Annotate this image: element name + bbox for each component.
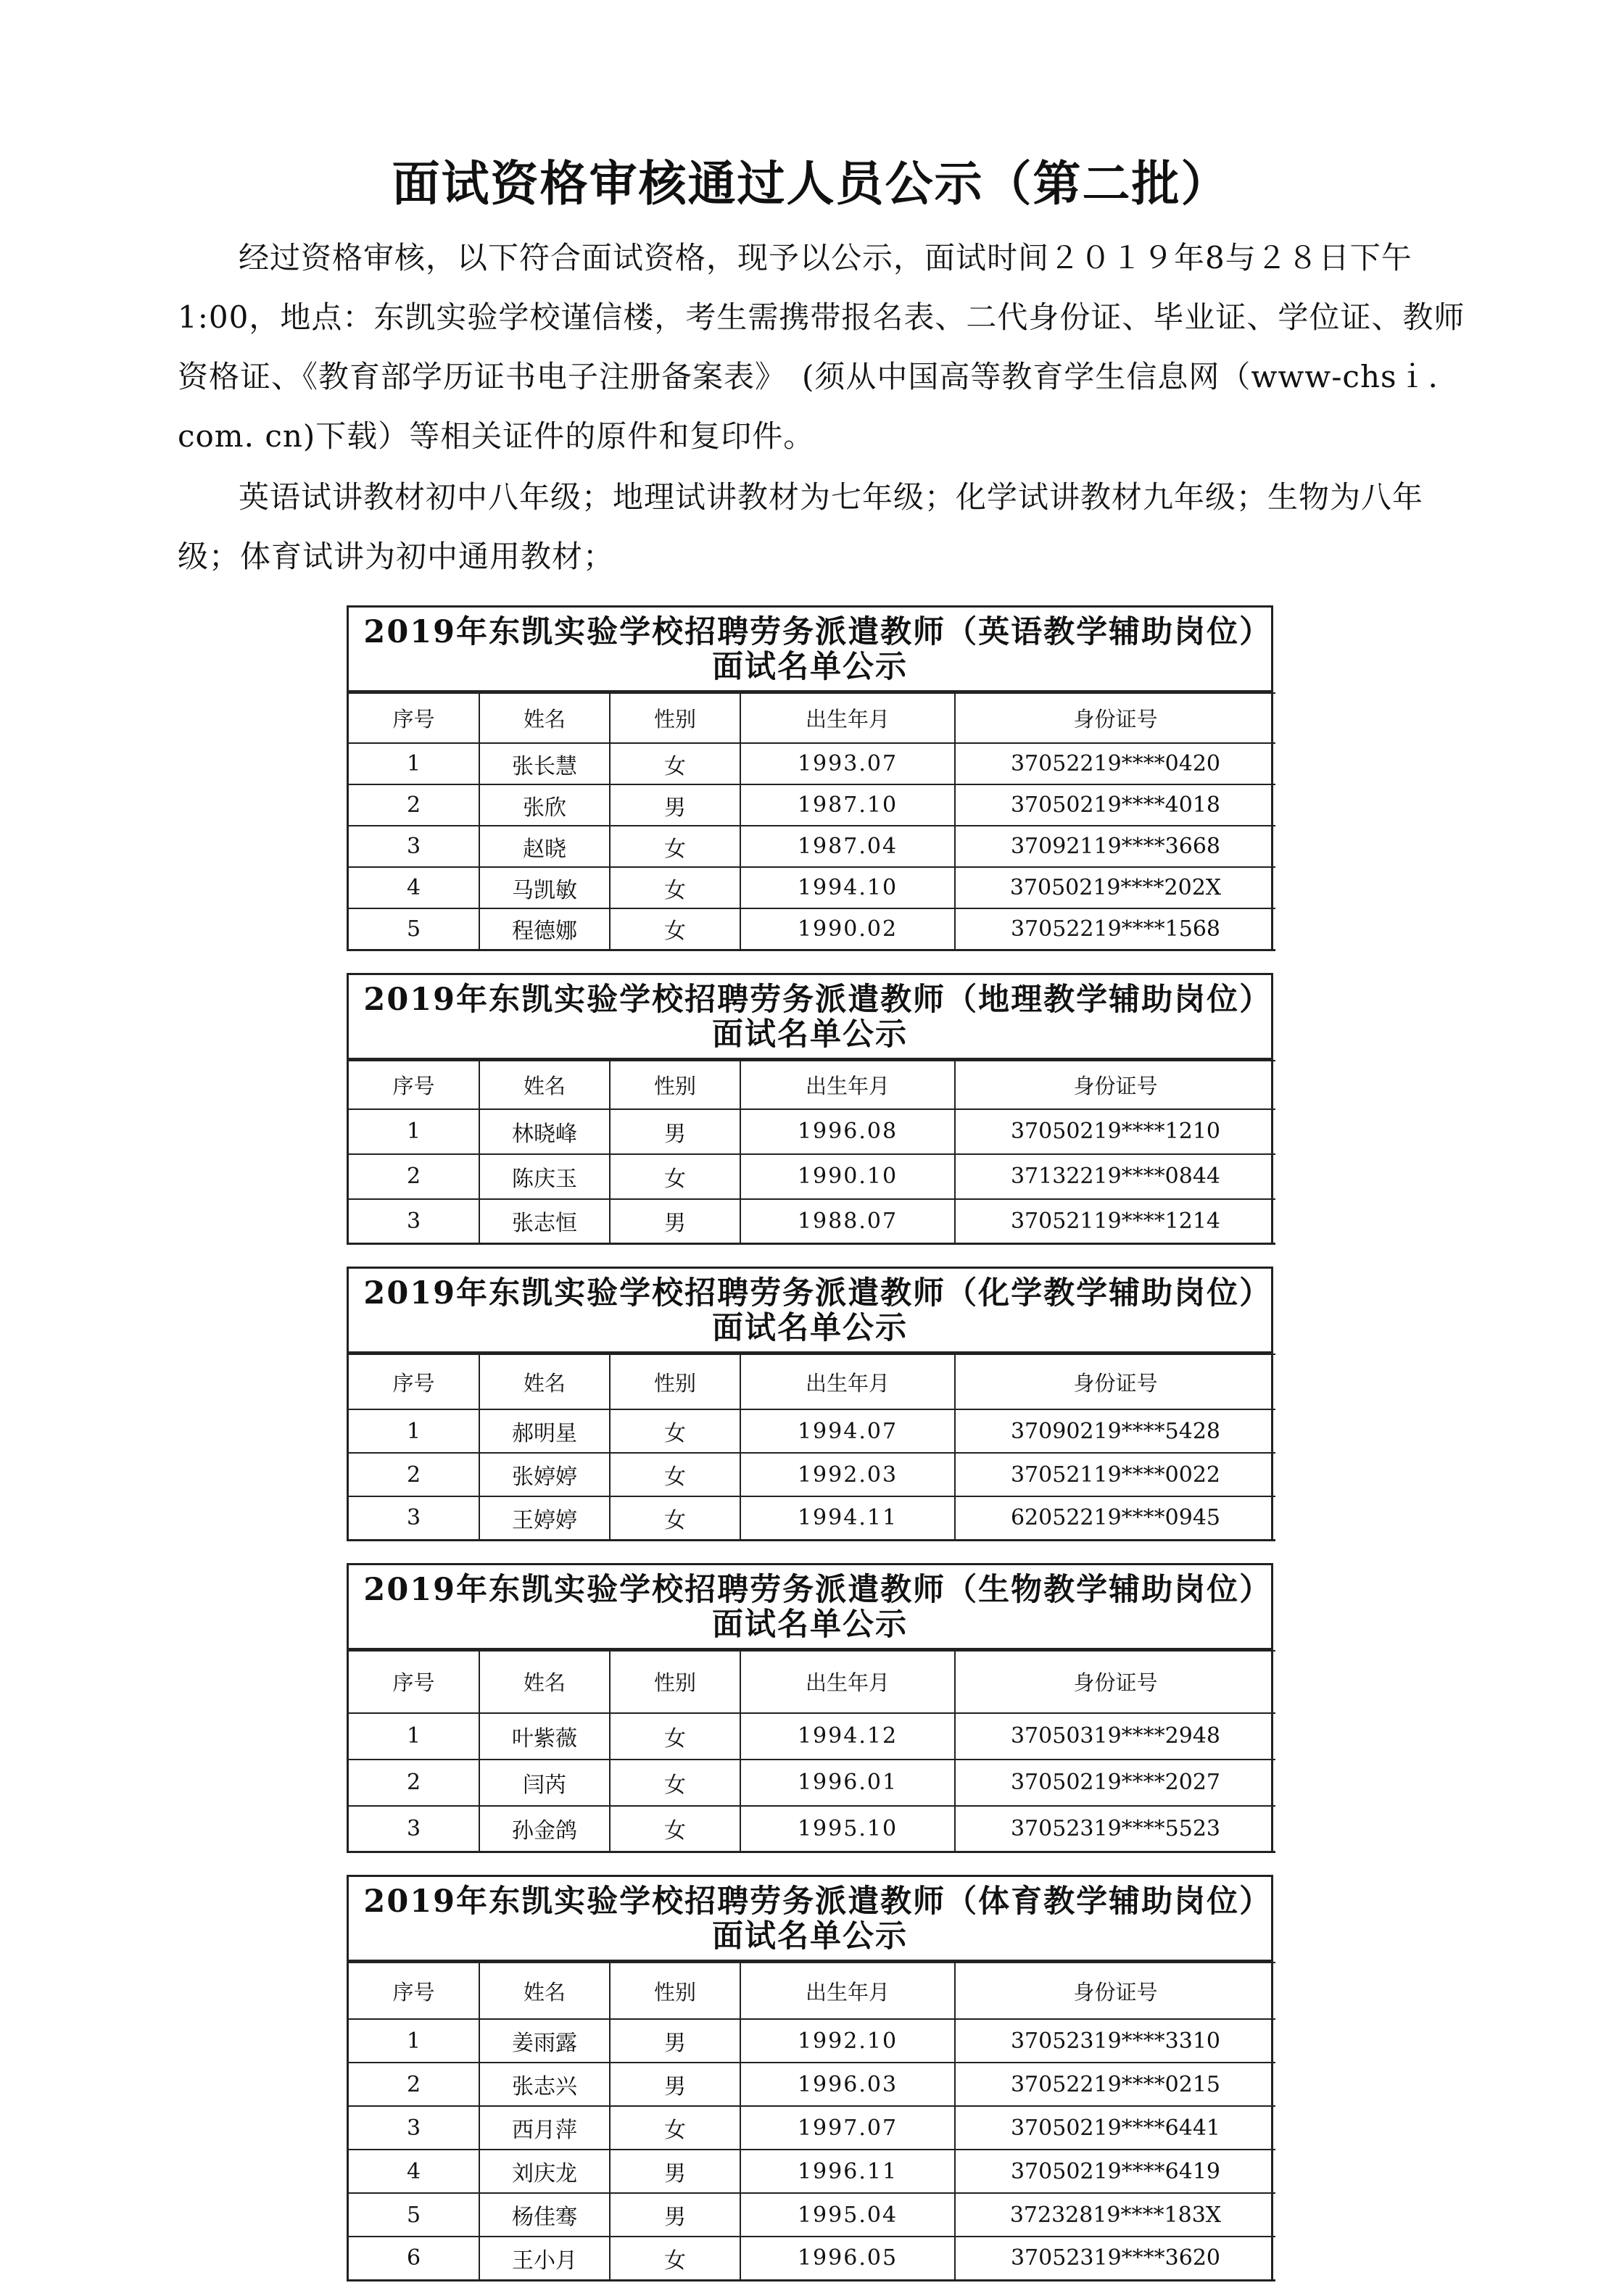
header-birth: 出生年月 (740, 1651, 955, 1713)
table-row (349, 2237, 1275, 2280)
cell-gender: 男 (610, 2150, 740, 2193)
table-row (349, 908, 1275, 950)
header-id: 身份证号 (955, 1963, 1275, 2019)
page-title: 面试资格审核通过人员公示（第二批） (392, 155, 1230, 212)
section-title: 2019年东凯实验学校招聘劳务派遣教师（英语教学辅助岗位）面试名单公示 (349, 608, 1271, 692)
cell-name: 郝明星 (479, 1409, 610, 1453)
cell-id: 37132219****0844 (955, 1154, 1275, 1199)
cell-gender: 女 (610, 867, 740, 908)
cell-birth: 1994.07 (740, 1409, 955, 1453)
cell-index: 3 (349, 1199, 479, 1244)
header-birth: 出生年月 (740, 1354, 955, 1409)
candidate-table (349, 1060, 1275, 1246)
cell-birth: 1996.05 (740, 2237, 955, 2280)
header-gender: 性别 (610, 693, 740, 743)
table-row (349, 867, 1275, 908)
cell-index: 1 (349, 1109, 479, 1154)
table-row (349, 743, 1275, 784)
header-index: 序号 (349, 1354, 479, 1409)
cell-gender: 女 (610, 1453, 740, 1496)
cell-name: 张欣 (479, 784, 610, 826)
cell-id: 37052319****3310 (955, 2019, 1275, 2063)
table-row (349, 1760, 1275, 1806)
cell-gender: 男 (610, 784, 740, 826)
cell-gender: 女 (610, 1713, 740, 1760)
cell-name: 赵晓 (479, 826, 610, 867)
header-row (349, 693, 1275, 743)
cell-gender: 女 (610, 2237, 740, 2280)
table-row (349, 2193, 1275, 2237)
table-row (349, 2150, 1275, 2193)
cell-gender: 女 (610, 1409, 740, 1453)
header-index: 序号 (349, 693, 479, 743)
cell-gender: 男 (610, 2019, 740, 2063)
header-index: 序号 (349, 1061, 479, 1109)
cell-index: 6 (349, 2237, 479, 2280)
candidate-table (349, 692, 1275, 951)
cell-index: 3 (349, 1806, 479, 1852)
table-row (349, 2019, 1275, 2063)
cell-id: 37050219****202X (955, 867, 1275, 908)
cell-gender: 女 (610, 1496, 740, 1540)
cell-birth: 1990.02 (740, 908, 955, 950)
cell-id: 37052319****5523 (955, 1806, 1275, 1852)
header-index: 序号 (349, 1651, 479, 1713)
section-biology (347, 1563, 1273, 1854)
cell-id: 37092119****3668 (955, 826, 1275, 867)
candidate-table (349, 1354, 1275, 1541)
header-id: 身份证号 (955, 693, 1275, 743)
cell-birth: 1996.03 (740, 2063, 955, 2106)
cell-index: 3 (349, 826, 479, 867)
cell-name: 王小月 (479, 2237, 610, 2280)
cell-index: 1 (349, 743, 479, 784)
header-birth: 出生年月 (740, 1061, 955, 1109)
cell-birth: 1994.10 (740, 867, 955, 908)
cell-name: 林晓峰 (479, 1109, 610, 1154)
cell-name: 孙金鸽 (479, 1806, 610, 1852)
cell-index: 4 (349, 2150, 479, 2193)
cell-birth: 1988.07 (740, 1199, 955, 1244)
table-row (349, 1109, 1275, 1154)
cell-birth: 1996.01 (740, 1760, 955, 1806)
candidate-table (349, 1962, 1275, 2282)
table-row (349, 826, 1275, 867)
cell-index: 2 (349, 1760, 479, 1806)
table-row (349, 2063, 1275, 2106)
cell-birth: 1996.11 (740, 2150, 955, 2193)
cell-birth: 1995.04 (740, 2193, 955, 2237)
cell-gender: 女 (610, 1154, 740, 1199)
header-id: 身份证号 (955, 1651, 1275, 1713)
cell-birth: 1994.11 (740, 1496, 955, 1540)
table-row (349, 1806, 1275, 1852)
section-title: 2019年东凯实验学校招聘劳务派遣教师（化学教学辅助岗位）面试名单公示 (349, 1269, 1271, 1354)
cell-name: 刘庆龙 (479, 2150, 610, 2193)
cell-birth: 1996.08 (740, 1109, 955, 1154)
cell-birth: 1987.04 (740, 826, 955, 867)
cell-name: 张志兴 (479, 2063, 610, 2106)
header-name: 姓名 (479, 1651, 610, 1713)
cell-index: 2 (349, 1453, 479, 1496)
cell-name: 叶紫薇 (479, 1713, 610, 1760)
cell-id: 37052119****0022 (955, 1453, 1275, 1496)
cell-index: 5 (349, 2193, 479, 2237)
header-index: 序号 (349, 1963, 479, 2019)
cell-id: 37232819****183X (955, 2193, 1275, 2237)
table-row (349, 1453, 1275, 1496)
section-geography (347, 973, 1273, 1246)
cell-id: 37052219****0215 (955, 2063, 1275, 2106)
cell-gender: 男 (610, 1109, 740, 1154)
table-row (349, 1496, 1275, 1540)
header-row (349, 1354, 1275, 1409)
header-gender: 性别 (610, 1651, 740, 1713)
cell-id: 37052219****1568 (955, 908, 1275, 950)
cell-name: 马凯敏 (479, 867, 610, 908)
cell-id: 37050219****1210 (955, 1109, 1275, 1154)
cell-index: 2 (349, 784, 479, 826)
cell-index: 3 (349, 1496, 479, 1540)
cell-birth: 1987.10 (740, 784, 955, 826)
header-gender: 性别 (610, 1061, 740, 1109)
header-name: 姓名 (479, 1963, 610, 2019)
header-row (349, 1061, 1275, 1109)
cell-id: 37050219****6441 (955, 2106, 1275, 2150)
header-birth: 出生年月 (740, 693, 955, 743)
cell-birth: 1995.10 (740, 1806, 955, 1852)
cell-name: 张志恒 (479, 1199, 610, 1244)
cell-index: 1 (349, 1409, 479, 1453)
cell-name: 杨佳骞 (479, 2193, 610, 2237)
cell-index: 4 (349, 867, 479, 908)
table-row (349, 1409, 1275, 1453)
cell-gender: 女 (610, 908, 740, 950)
cell-index: 1 (349, 1713, 479, 1760)
cell-index: 1 (349, 2019, 479, 2063)
table-row (349, 1199, 1275, 1244)
cell-birth: 1992.10 (740, 2019, 955, 2063)
header-name: 姓名 (479, 1354, 610, 1409)
cell-id: 37052219****0420 (955, 743, 1275, 784)
table-row (349, 1154, 1275, 1199)
cell-name: 陈庆玉 (479, 1154, 610, 1199)
cell-id: 62052219****0945 (955, 1496, 1275, 1540)
candidate-table (349, 1650, 1275, 1854)
section-pe (347, 1875, 1273, 2282)
header-row (349, 1963, 1275, 2019)
cell-name: 张长慧 (479, 743, 610, 784)
cell-id: 37052319****3620 (955, 2237, 1275, 2280)
section-chemistry (347, 1267, 1273, 1541)
header-gender: 性别 (610, 1354, 740, 1409)
cell-birth: 1994.12 (740, 1713, 955, 1760)
section-title: 2019年东凯实验学校招聘劳务派遣教师（体育教学辅助岗位）面试名单公示 (349, 1877, 1271, 1962)
table-row (349, 2106, 1275, 2150)
cell-gender: 女 (610, 743, 740, 784)
cell-name: 张婷婷 (479, 1453, 610, 1496)
cell-gender: 女 (610, 1806, 740, 1852)
cell-id: 37090219****5428 (955, 1409, 1275, 1453)
cell-id: 37050219****4018 (955, 784, 1275, 826)
tables-container (347, 605, 1273, 2282)
header-id: 身份证号 (955, 1354, 1275, 1409)
section-english (347, 605, 1273, 951)
cell-id: 37050219****2027 (955, 1760, 1275, 1806)
cell-name: 闫芮 (479, 1760, 610, 1806)
cell-name: 姜雨露 (479, 2019, 610, 2063)
section-title: 2019年东凯实验学校招聘劳务派遣教师（生物教学辅助岗位）面试名单公示 (349, 1565, 1271, 1650)
materials-paragraph: 英语试讲教材初中八年级；地理试讲教材为七年级；化学试讲教材九年级；生物为八年级；体育试讲为初中通用教材； (178, 479, 1424, 574)
cell-name: 王婷婷 (479, 1496, 610, 1540)
cell-birth: 1992.03 (740, 1453, 955, 1496)
cell-id: 37050319****2948 (955, 1713, 1275, 1760)
cell-birth: 1993.07 (740, 743, 955, 784)
cell-birth: 1990.10 (740, 1154, 955, 1199)
header-name: 姓名 (479, 1061, 610, 1109)
header-row (349, 1651, 1275, 1713)
cell-index: 3 (349, 2106, 479, 2150)
table-row (349, 1713, 1275, 1760)
section-title: 2019年东凯实验学校招聘劳务派遣教师（地理教学辅助岗位）面试名单公示 (349, 975, 1271, 1060)
cell-id: 37050219****6419 (955, 2150, 1275, 2193)
header-id: 身份证号 (955, 1061, 1275, 1109)
cell-gender: 男 (610, 1199, 740, 1244)
header-birth: 出生年月 (740, 1963, 955, 2019)
cell-index: 2 (349, 2063, 479, 2106)
cell-gender: 女 (610, 1760, 740, 1806)
cell-index: 5 (349, 908, 479, 950)
table-row (349, 784, 1275, 826)
cell-index: 2 (349, 1154, 479, 1199)
header-gender: 性别 (610, 1963, 740, 2019)
cell-name: 西月萍 (479, 2106, 610, 2150)
header-name: 姓名 (479, 693, 610, 743)
cell-birth: 1997.07 (740, 2106, 955, 2150)
cell-id: 37052119****1214 (955, 1199, 1275, 1244)
cell-gender: 男 (610, 2193, 740, 2237)
cell-gender: 女 (610, 826, 740, 867)
cell-name: 程德娜 (479, 908, 610, 950)
cell-gender: 女 (610, 2106, 740, 2150)
intro-paragraph: 经过资格审核，以下符合面试资格，现予以公示，面试时间２０１９年8与２８日下午1:00，地点：东凯实验学校谨信楼，考生需携带报名表、二代身份证、毕业证、学位证、教师资格证、《教育部学历证书电子注册备案表》 (须从中国高等教育学生信息网（www-chsｉ. com. cn)下载）等相关证件的原件和复印件。 (178, 240, 1465, 454)
cell-gender: 男 (610, 2063, 740, 2106)
